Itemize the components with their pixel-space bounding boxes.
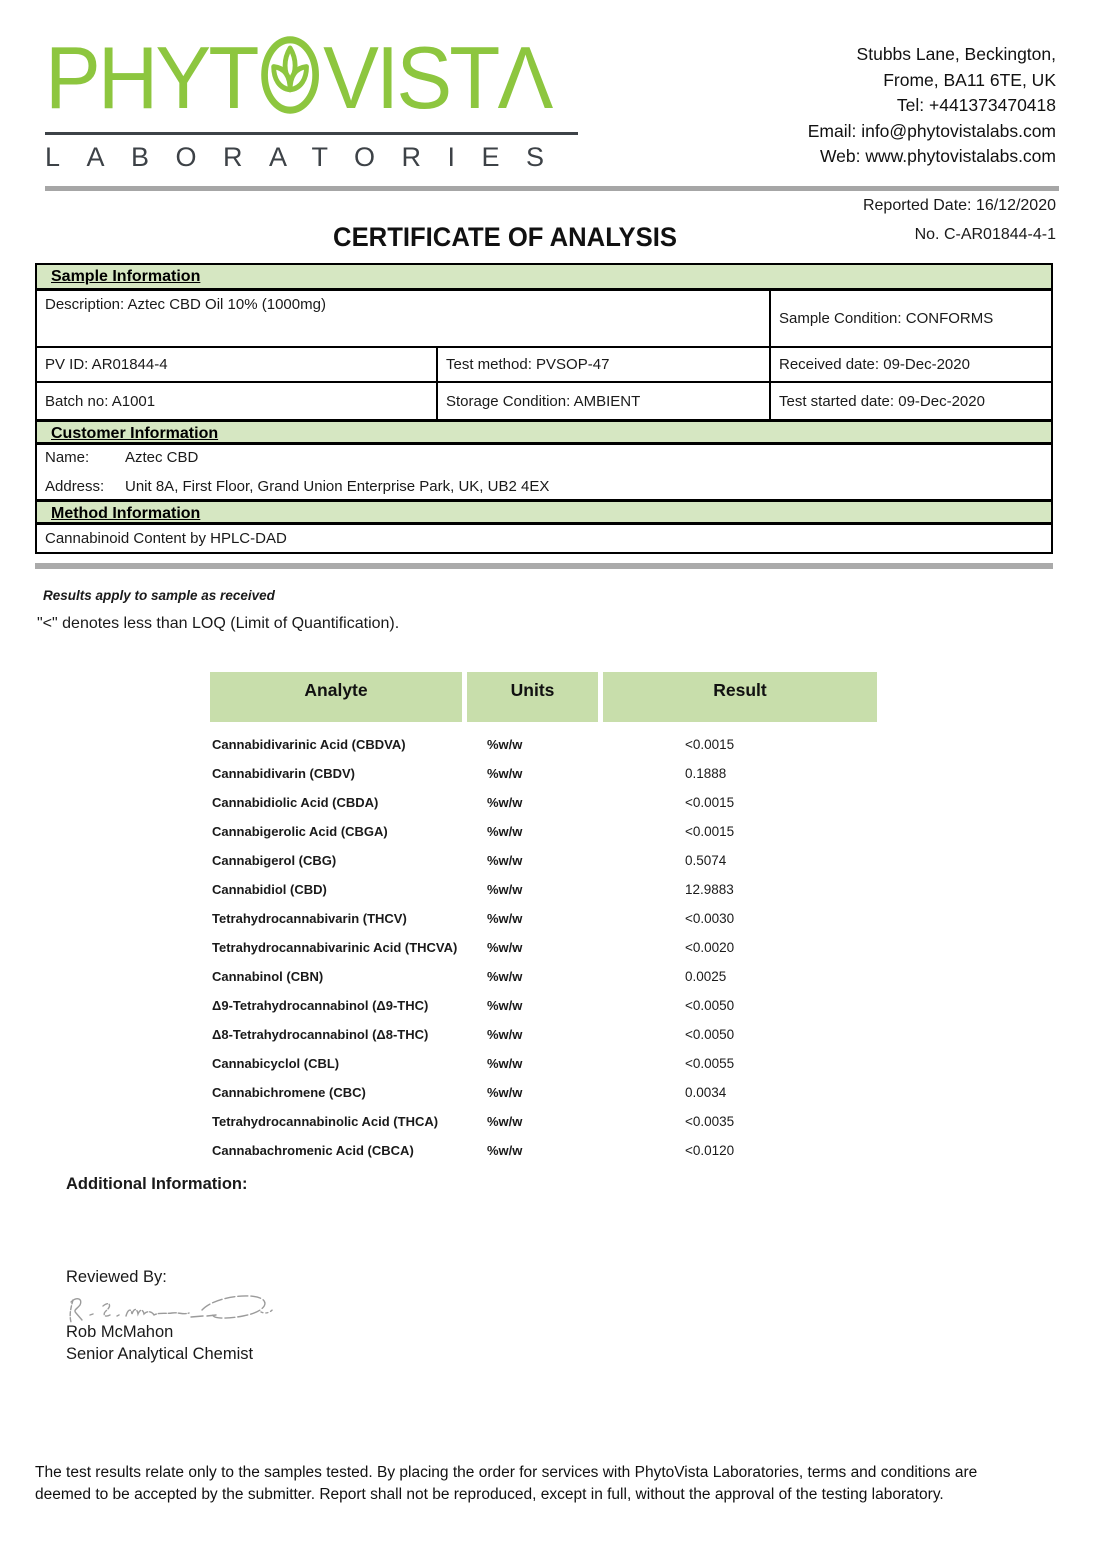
sample-ids-row xyxy=(37,346,1051,381)
pv-id-cell: PV ID: AR01844-4 xyxy=(45,356,168,373)
result-cell: <0.0035 xyxy=(685,1114,735,1129)
units-cell: %w/w xyxy=(487,1114,523,1129)
units-cell: %w/w xyxy=(487,882,523,897)
analyte-cell: Δ8-Tetrahydrocannabinol (Δ8-THC) xyxy=(212,1027,429,1042)
sample-description-row xyxy=(37,291,1051,346)
analyte-cell: Cannabidivarin (CBDV) xyxy=(212,766,356,781)
reported-date: Reported Date: 16/12/2020 xyxy=(862,197,1056,214)
table-row xyxy=(210,846,877,875)
test-started-date-cell: Test started date: 09-Dec-2020 xyxy=(769,383,1051,419)
units-cell: %w/w xyxy=(487,1056,523,1071)
contact-block xyxy=(808,42,1056,170)
table-row xyxy=(210,1136,877,1165)
units-cell: %w/w xyxy=(487,795,523,810)
units-cell: %w/w xyxy=(487,824,523,839)
logo-word-left: PHYT xyxy=(45,28,257,127)
result-cell: 0.0034 xyxy=(685,1085,727,1100)
table-row xyxy=(210,991,877,1020)
customer-name-line xyxy=(45,449,1051,466)
test-method-cell: Test method: PVSOP-47 xyxy=(436,348,769,381)
result-cell: <0.0050 xyxy=(685,998,735,1013)
customer-information-title: Customer Information xyxy=(51,425,219,442)
result-cell: 0.0025 xyxy=(685,969,727,984)
analyte-cell: Cannabicyclol (CBL) xyxy=(212,1056,340,1071)
info-tables xyxy=(35,263,1053,554)
units-cell: %w/w xyxy=(487,766,523,781)
footer-disclaimer-line2: deemed to be accepted by the submitter. Report shall not be reproduced, except in full, without the approval of the testing laboratory. xyxy=(35,1486,944,1503)
results-table xyxy=(210,672,877,1165)
units-cell: %w/w xyxy=(487,737,523,752)
sample-condition-cell: Sample Condition: CONFORMS xyxy=(769,291,1051,346)
analyte-cell: Cannabinol (CBN) xyxy=(212,969,324,984)
units-cell: %w/w xyxy=(487,998,523,1013)
batch-no-cell: Batch no: A1001 xyxy=(45,392,156,410)
analyte-cell: Tetrahydrocannabinolic Acid (THCA) xyxy=(212,1114,439,1129)
analyte-cell: Tetrahydrocannabivarin (THCV) xyxy=(212,911,407,926)
table-row xyxy=(210,875,877,904)
logo-wordmark xyxy=(45,26,553,130)
results-table-header xyxy=(210,672,877,722)
analyte-cell: Cannabigerolic Acid (CBGA) xyxy=(212,824,388,839)
analyte-cell: Cannabichromene (CBC) xyxy=(212,1085,366,1100)
analyte-cell: Tetrahydrocannabivarinic Acid (THCVA) xyxy=(212,940,458,955)
contact-email: Email: info@phytovistalabs.com xyxy=(807,120,1056,141)
reviewer-name: Rob McMahon xyxy=(66,1323,174,1341)
section-divider xyxy=(35,563,1053,569)
analyte-cell: Cannabachromenic Acid (CBCA) xyxy=(212,1143,414,1158)
table-row xyxy=(210,730,877,759)
table-row xyxy=(210,788,877,817)
result-cell: 0.5074 xyxy=(685,853,727,868)
method-information-header xyxy=(37,499,1051,525)
analyte-cell: Cannabigerol (CBG) xyxy=(212,853,337,868)
result-column-header: Result xyxy=(603,672,877,722)
table-row xyxy=(210,904,877,933)
table-row xyxy=(210,1049,877,1078)
units-cell: %w/w xyxy=(487,1143,523,1158)
logo-subtext: LABORATORIES xyxy=(45,142,571,172)
analyte-column-header: Analyte xyxy=(210,672,462,722)
storage-condition-cell: Storage Condition: AMBIENT xyxy=(436,383,769,419)
table-row xyxy=(210,1107,877,1136)
table-row xyxy=(210,962,877,991)
result-cell: <0.0020 xyxy=(685,940,735,955)
units-cell: %w/w xyxy=(487,969,523,984)
table-row xyxy=(210,817,877,846)
contact-phone: Tel: +441373470418 xyxy=(896,95,1056,115)
reviewer-title: Senior Analytical Chemist xyxy=(66,1345,254,1363)
sample-information-header xyxy=(37,265,1051,291)
contact-address-line2: Frome, BA11 6TE, UK xyxy=(883,69,1056,90)
units-cell: %w/w xyxy=(487,1027,523,1042)
sample-information-title: Sample Information xyxy=(51,268,201,285)
reviewed-by-label: Reviewed By: xyxy=(66,1268,167,1286)
result-cell: <0.0015 xyxy=(685,737,735,752)
units-cell: %w/w xyxy=(487,1085,523,1100)
analyte-cell: Cannabidiol (CBD) xyxy=(212,882,327,897)
customer-address-label: Address: xyxy=(45,478,105,495)
results-note: Results apply to sample as received xyxy=(43,588,275,603)
additional-information-label: Additional Information: xyxy=(66,1175,248,1193)
page-title: CERTIFICATE OF ANALYSIS xyxy=(333,222,677,252)
customer-name-value: Aztec CBD xyxy=(125,449,199,466)
analyte-cell: Cannabidiolic Acid (CBDA) xyxy=(212,795,379,810)
result-cell: 12.9883 xyxy=(685,882,734,897)
customer-address-line xyxy=(45,478,1051,495)
table-row xyxy=(210,1020,877,1049)
result-cell: <0.0120 xyxy=(685,1143,735,1158)
analyte-cell: Δ9-Tetrahydrocannabinol (Δ9-THC) xyxy=(212,998,429,1013)
report-number: No. C-AR01844-4-1 xyxy=(914,226,1056,243)
contact-web: Web: www.phytovistalabs.com xyxy=(819,146,1056,166)
result-cell: <0.0055 xyxy=(685,1056,735,1071)
method-cell: Cannabinoid Content by HPLC-DAD xyxy=(45,530,287,547)
received-date-cell: Received date: 09-Dec-2020 xyxy=(769,348,1051,381)
table-row xyxy=(210,1078,877,1107)
leaf-icon xyxy=(259,32,320,118)
result-cell: 0.1888 xyxy=(685,766,727,781)
footer-disclaimer-line1: The test results relate only to the samples tested. By placing the order for services with PhytoVista Laboratories, terms and conditions are xyxy=(35,1464,978,1481)
analyte-cell: Cannabidivarinic Acid (CBDVA) xyxy=(212,737,406,752)
customer-body xyxy=(37,445,1051,499)
phytovista-logo xyxy=(45,26,580,173)
units-column-header: Units xyxy=(467,672,598,722)
sample-batch-row xyxy=(37,381,1051,419)
logo-word-right: VISTΛ xyxy=(323,28,551,127)
contact-address-line1: Stubbs Lane, Beckington, xyxy=(856,44,1056,64)
customer-address-value: Unit 8A, First Floor, Grand Union Enterprise Park, UK, UB2 4EX xyxy=(125,478,550,495)
result-cell: <0.0015 xyxy=(685,824,735,839)
units-cell: %w/w xyxy=(487,911,523,926)
table-row xyxy=(210,933,877,962)
results-body xyxy=(210,730,877,1165)
result-cell: <0.0050 xyxy=(685,1027,735,1042)
table-row xyxy=(210,759,877,788)
logo-rule xyxy=(45,132,578,135)
customer-name-label: Name: xyxy=(45,449,90,466)
result-cell: <0.0030 xyxy=(685,911,735,926)
header-divider xyxy=(45,186,1059,191)
description-cell: Description: Aztec CBD Oil 10% (1000mg) xyxy=(45,296,326,313)
footer-disclaimer xyxy=(35,1462,1075,1506)
result-cell: <0.0015 xyxy=(685,795,735,810)
units-cell: %w/w xyxy=(487,940,523,955)
method-information-title: Method Information xyxy=(51,505,201,522)
customer-information-header xyxy=(37,419,1051,445)
units-cell: %w/w xyxy=(487,853,523,868)
loq-note: "<" denotes less than LOQ (Limit of Quantification). xyxy=(37,615,400,632)
